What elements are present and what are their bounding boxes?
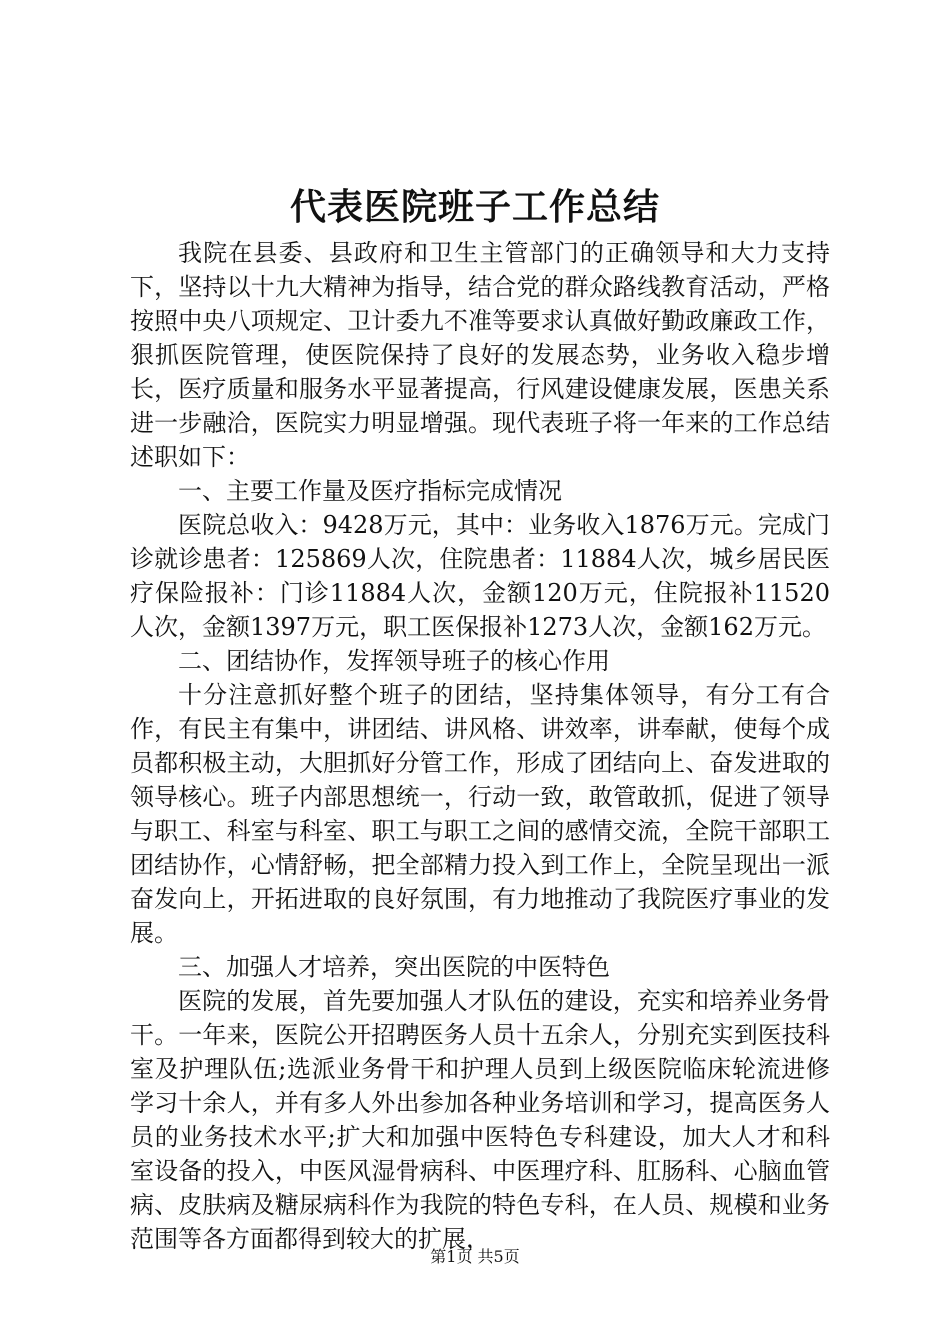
paragraph-talent: 医院的发展，首先要加强人才队伍的建设，充实和培养业务骨干。一年来，医院公开招聘医务人员十五余人，分别充实到医技科室及护理队伍;选派业务骨干和护理人员到上级医院临床轮流进修学习十余人，并有多人外出参加各种业务培训和学习，提高医务人员的业务技术水平;扩大和加强中医特色专科建设，加大人才和科室设备的投入，中医风湿骨病科、中医理疗科、肛肠科、心脑血管病、皮肤病及糖尿病科作为我院的特色专科，在人员、规模和业务范围等各方面都得到较大的扩展， [130,987,830,1253]
section-heading-1: 一、主要工作量及医疗指标完成情况 [178,477,562,505]
document-body [130,236,830,1256]
document-title: 代表医院班子工作总结 [289,187,660,228]
paragraph-statistics: 医院总收入：9428万元，其中：业务收入1876万元。完成门诊就诊患者：125869人次，住院患者：11884人次，城乡居民医疗保险报补：门诊11884人次，金额120万元，住院报补11520人次，金额1397万元，职工医保报补1273人次，金额162万元。 [130,511,830,641]
page-footer: 第1页 共5页 [430,1247,520,1266]
paragraph-teamwork: 十分注意抓好整个班子的团结，坚持集体领导，有分工有合作，有民主有集中，讲团结、讲风格、讲效率，讲奉献，使每个成员都积极主动，大胆抓好分管工作，形成了团结向上、奋发进取的领导核心。班子内部思想统一，行动一致，敢管敢抓，促进了领导与职工、科室与科室、职工与职工之间的感情交流，全院干部职工团结协作，心情舒畅，把全部精力投入到工作上，全院呈现出一派奋发向上，开拓进取的良好氛围，有力地推动了我院医疗事业的发展。 [130,681,830,947]
paragraph-intro: 我院在县委、县政府和卫生主管部门的正确领导和大力支持下，坚持以十九大精神为指导，结合党的群众路线教育活动，严格按照中央八项规定、卫计委九不准等要求认真做好勤政廉政工作，狠抓医院管理，使医院保持了良好的发展态势，业务收入稳步增长，医疗质量和服务水平显著提高，行风建设健康发展，医患关系进一步融洽，医院实力明显增强。现代表班子将一年来的工作总结述职如下： [130,239,830,471]
section-heading-2: 二、团结协作，发挥领导班子的核心作用 [178,647,610,675]
section-heading-3: 三、加强人才培养，突出医院的中医特色 [178,953,610,981]
